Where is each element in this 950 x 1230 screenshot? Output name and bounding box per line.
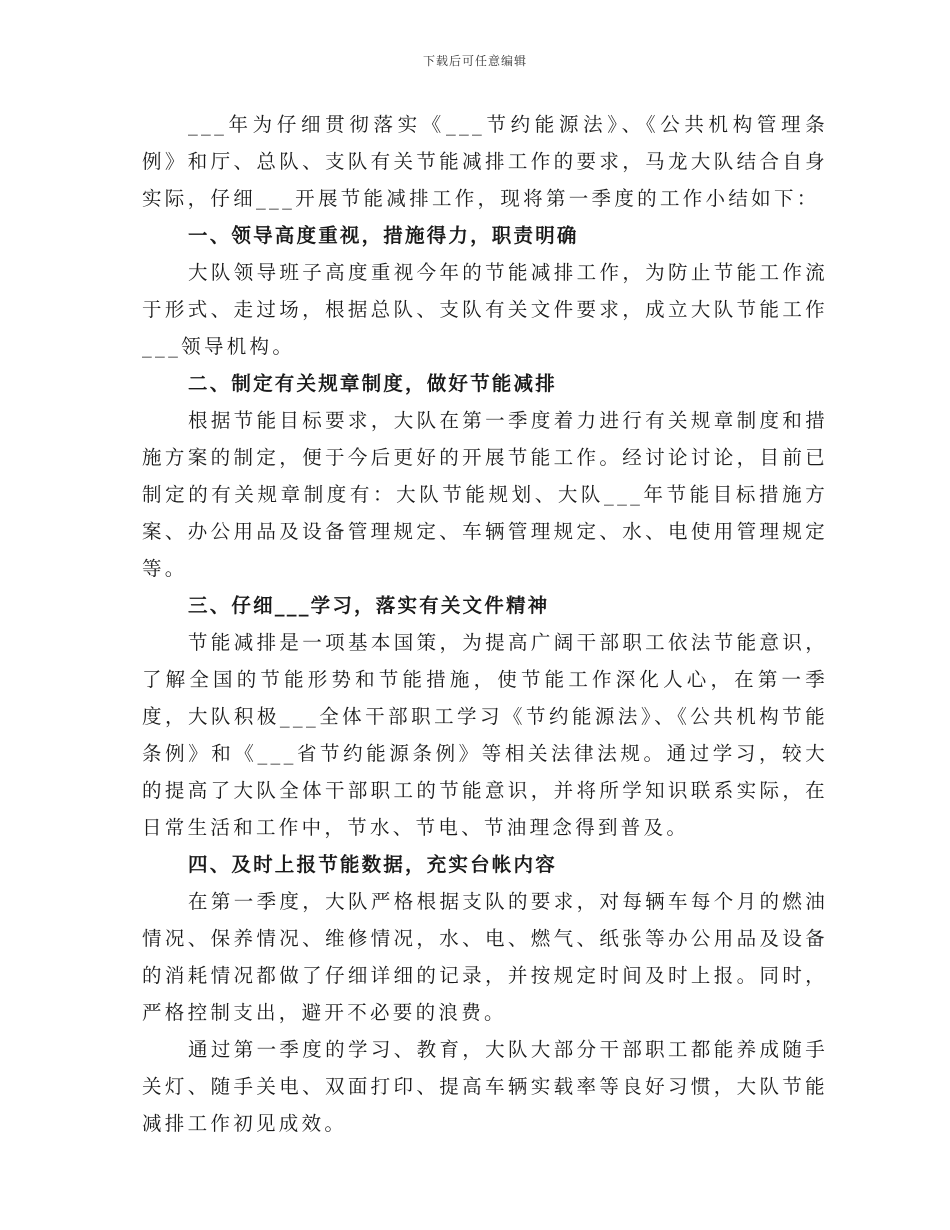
section-4-paragraph-1: 在第一季度，大队严格根据支队的要求，对每辆车每个月的燃油情况、保养情况、维修情况，水、电、燃气、纸张等办公用品及设备的消耗情况都做了仔细详细的记录，并按规定时间及时上报。同时，严格控制支出，避开不必要的浪费。: [142, 890, 828, 1024]
intro-paragraph: ___年为仔细贯彻落实《___节约能源法》、《公共机构管理条例》和厅、总队、支队有关节能减排工作的要求，马龙大队结合自身实际，仔细___开展节能减排工作，现将第一季度的工作小结如下：: [142, 113, 828, 210]
section-2-paragraph: 根据节能目标要求，大队在第一季度着力进行有关规章制度和措施方案的制定，便于今后更好的开展节能工作。经讨论讨论，目前已制定的有关规章制度有：大队节能规划、大队___年节能目标措施方案、办公用品及设备管理规定、车辆管理规定、水、电使用管理规定等。: [142, 409, 828, 580]
page-header: 下载后可任意编辑: [422, 54, 527, 68]
section-heading-1: 一、领导高度重视，措施得力，职责明确: [188, 224, 579, 247]
section-heading-3: 三、仔细___学习，落实有关文件精神: [188, 594, 550, 617]
section-heading-2: 二、制定有关规章制度，做好节能减排: [188, 372, 557, 395]
section-heading-4: 四、及时上报节能数据，充实台帐内容: [188, 853, 557, 876]
section-3-paragraph: 节能减排是一项基本国策，为提高广阔干部职工依法节能意识，了解全国的节能形势和节能措施，使节能工作深化人心，在第一季度，大队积极___全体干部职工学习《节约能源法》、《公共机构节能条例》和《___省节约能源条例》等相关法律法规。通过学习，较大的提高了大队全体干部职工的节能意识，并将所学知识联系实际，在日常生活和工作中，节水、节电、节油理念得到普及。: [142, 631, 828, 839]
section-1-paragraph: 大队领导班子高度重视今年的节能减排工作，为防止节能工作流于形式、走过场，根据总队、支队有关文件要求，成立大队节能工作___领导机构。: [142, 261, 828, 358]
section-4-paragraph-2: 通过第一季度的学习、教育，大队大部分干部职工都能养成随手关灯、随手关电、双面打印、提高车辆实载率等良好习惯，大队节能减排工作初见成效。: [142, 1038, 828, 1135]
document-body: [142, 106, 828, 1142]
